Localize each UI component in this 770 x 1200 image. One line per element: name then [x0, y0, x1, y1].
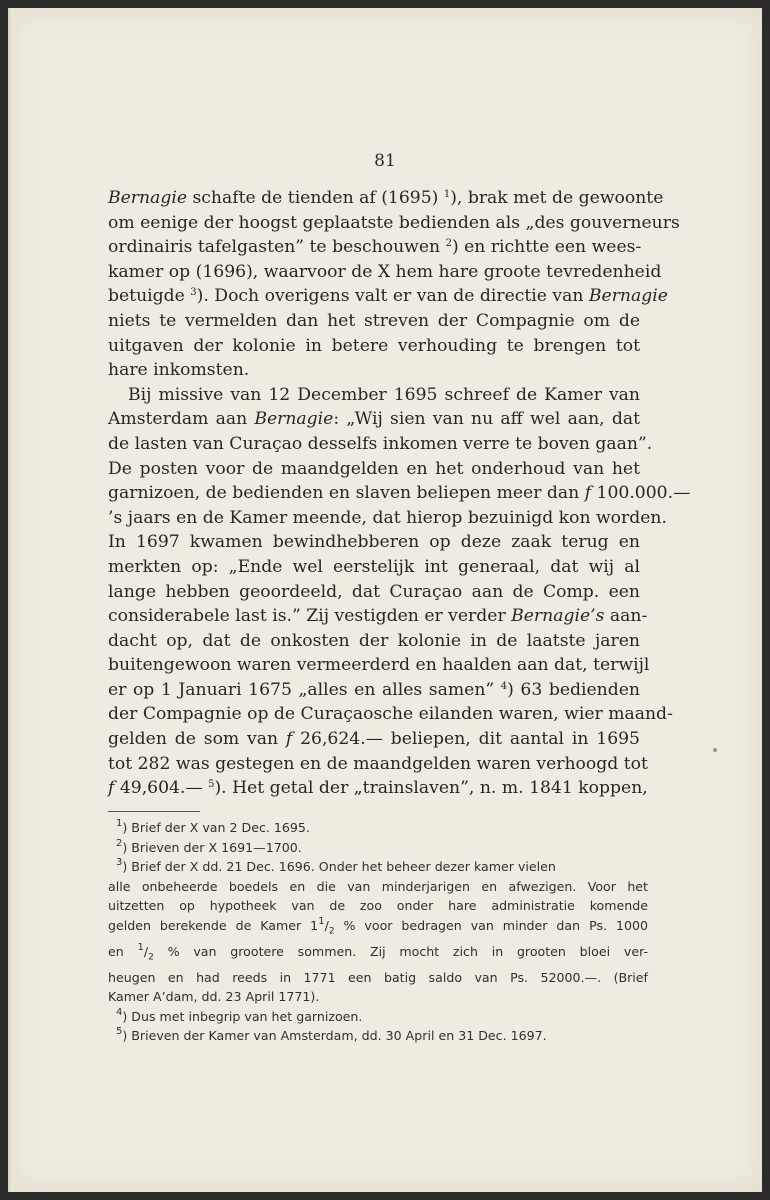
text-line [108, 481, 691, 506]
italic-text: f [584, 483, 592, 504]
italic-text: Bernagie [108, 188, 188, 208]
text-line [108, 530, 640, 555]
text-run: ). Het getal der „trainslaven”, n. m. 1841 koppen, [214, 778, 648, 799]
page-number: 81 [374, 151, 396, 171]
text-run: De posten voor de maandgelden en het onderhoud van het [108, 458, 640, 479]
text-line [108, 702, 673, 727]
text-run: uitgaven der kolonie in betere verhouding te brengen tot [108, 335, 640, 356]
text-line [108, 432, 653, 457]
text-run: ) Brief der X van 2 Dec. 1695. [122, 820, 310, 835]
footnote-line [108, 838, 648, 858]
footnote-line [108, 896, 648, 916]
text-line [108, 506, 667, 531]
text-line [108, 752, 648, 777]
text-run: considerabele last is.” Zij vestigden er verder [108, 606, 512, 627]
text-line [108, 309, 640, 334]
text-run: ) Dus met inbegrip van het garnizoen. [122, 1008, 363, 1024]
superscript-ref: 1 [443, 189, 451, 200]
text-run: heugen en had reeds in 1771 een batig saldo van Ps. 52000.—. (Brief [108, 969, 648, 985]
superscript-ref: 1 [116, 818, 123, 829]
text-run: ordinairis tafelgasten” te beschouwen [108, 237, 446, 258]
superscript-ref: 4 [500, 680, 508, 692]
text-run: 100.000.— [591, 483, 691, 504]
text-line [108, 580, 640, 605]
text-run: om eenige der hoogst geplaatste bedienden als „des gouverneurs [108, 212, 680, 233]
text-run: ) Brief der X dd. 21 Dec. 1696. Onder het beheer dezer kamer vielen [122, 859, 556, 874]
text-run: gelden berekende de Kamer 1 [108, 917, 319, 933]
text-run: merkten op: „Ende wel eerstelijk int generaal, dat wij al [108, 556, 640, 577]
text-run: de lasten van Curaçao desselfs inkomen verre te boven gaan”. [108, 433, 653, 454]
footnote-line [108, 857, 648, 877]
superscript-ref: 1 [318, 915, 325, 927]
text-run: ), brak met de gewoonte [450, 188, 664, 208]
text-line [108, 678, 640, 703]
text-run: uitzetten op hypotheek van de zoo onder hare administratie komende [108, 898, 648, 913]
footnote-line [108, 1007, 648, 1027]
text-run: Bij missive van 12 December 1695 schreef de Kamer van [128, 384, 640, 405]
subscript-text: 2 [148, 952, 154, 963]
text-run: garnizoen, de bedienden en slaven beliepen meer dan [108, 483, 585, 504]
text-line [108, 284, 668, 309]
text-run: : „Wij sien van nu aff wel aan, dat [333, 409, 640, 430]
italic-text: f [108, 778, 115, 799]
text-run: ’s jaars en de Kamer meende, dat hierop bezuinigd kon worden. [108, 507, 667, 528]
text-run: % voor bedragen van minder dan Ps. 1000 [334, 917, 649, 933]
text-line [108, 727, 640, 752]
text-line [108, 604, 648, 629]
text-run: / [143, 943, 149, 959]
italic-text: Bernagie [254, 409, 334, 430]
footnote-line [108, 818, 648, 838]
text-line [108, 629, 640, 654]
text-line [108, 358, 640, 383]
text-run: hare inkomsten. [108, 360, 250, 381]
text-line [108, 186, 664, 211]
text-run: % van grootere sommen. Zij mocht zich in grooten bloei ver- [153, 943, 648, 959]
footnote-line [108, 968, 648, 988]
superscript-ref: 5 [116, 1026, 123, 1038]
superscript-ref: 3 [116, 857, 123, 868]
text-line [108, 457, 640, 482]
text-run: ) 63 bedienden [507, 679, 640, 700]
page-gutter [8, 8, 14, 1192]
footnote-rule [108, 811, 200, 812]
superscript-ref: 2 [116, 837, 123, 849]
text-line [108, 407, 640, 432]
text-run: dacht op, dat de onkosten der kolonie in de laatste jaren [108, 630, 640, 651]
body-text [108, 186, 691, 801]
superscript-ref: 3 [190, 287, 197, 299]
text-run: ) en richtte een wees- [451, 237, 642, 258]
superscript-ref: 5 [208, 779, 215, 791]
text-line [108, 334, 640, 359]
text-line [108, 555, 640, 580]
text-run: betuigde [108, 286, 191, 307]
text-run: In 1697 kwamen bewindhebberen op deze zaak terug en [108, 532, 640, 553]
footnote-line [108, 877, 648, 897]
text-run: Kamer A’dam, dd. 23 April 1771). [108, 989, 320, 1005]
subscript-text: 2 [328, 926, 335, 937]
text-run: 26,624.— beliepen, dit aantal in 1695 [292, 729, 640, 750]
text-line [108, 383, 640, 408]
superscript-ref: 1 [137, 941, 144, 953]
footnotes [108, 818, 648, 1046]
italic-text: Bernagie [588, 286, 668, 307]
text-run: tot 282 was gestegen en de maandgelden waren verhoogd tot [108, 753, 648, 774]
text-line [108, 653, 650, 678]
text-run: ). Doch overigens valt er van de directie van [196, 286, 589, 307]
text-line [108, 235, 640, 260]
text-run: kamer op (1696), waarvoor de X hem hare groote tevredenheid [108, 261, 662, 282]
text-line [108, 211, 680, 236]
footnote-line [108, 987, 648, 1007]
text-run: en [108, 943, 138, 959]
text-run: alle onbeheerde boedels en die van minderjarigen en afwezigen. Voor het [108, 878, 648, 894]
text-run: schafte de tienden af (1695) [187, 188, 444, 208]
text-line [108, 260, 662, 285]
italic-text: Bernagie’s [511, 606, 605, 627]
footnote-line [108, 1026, 648, 1046]
text-run: lange hebben geoordeeld, dat Curaçao aan de Comp. een [108, 581, 640, 602]
footnote-line [108, 916, 648, 942]
text-run: gelden de som van [108, 729, 286, 750]
text-run: er op 1 Januari 1675 „alles en alles samen” [108, 679, 501, 700]
superscript-ref: 2 [445, 238, 452, 250]
text-run: / [324, 917, 329, 933]
text-run: ) Brieven der X 1691—1700. [122, 839, 302, 855]
text-run: ) Brieven der Kamer van Amsterdam, dd. 30 April en 31 Dec. 1697. [122, 1028, 547, 1044]
paper-speck [713, 748, 717, 752]
italic-text: f [285, 729, 293, 750]
footnote-line [108, 942, 648, 968]
text-line [108, 776, 648, 801]
text-run: der Compagnie op de Curaçaosche eilanden waren, wier maand- [108, 704, 673, 725]
book-page [8, 8, 762, 1192]
text-run: aan- [604, 606, 648, 627]
text-run: 49,604.— [114, 778, 209, 799]
text-run: niets te vermelden dan het streven der Compagnie om de [108, 310, 640, 331]
text-run: Amsterdam aan [108, 409, 255, 430]
text-run: buitengewoon waren vermeerderd en haalden aan dat, terwijl [108, 655, 650, 676]
superscript-ref: 4 [116, 1006, 123, 1018]
